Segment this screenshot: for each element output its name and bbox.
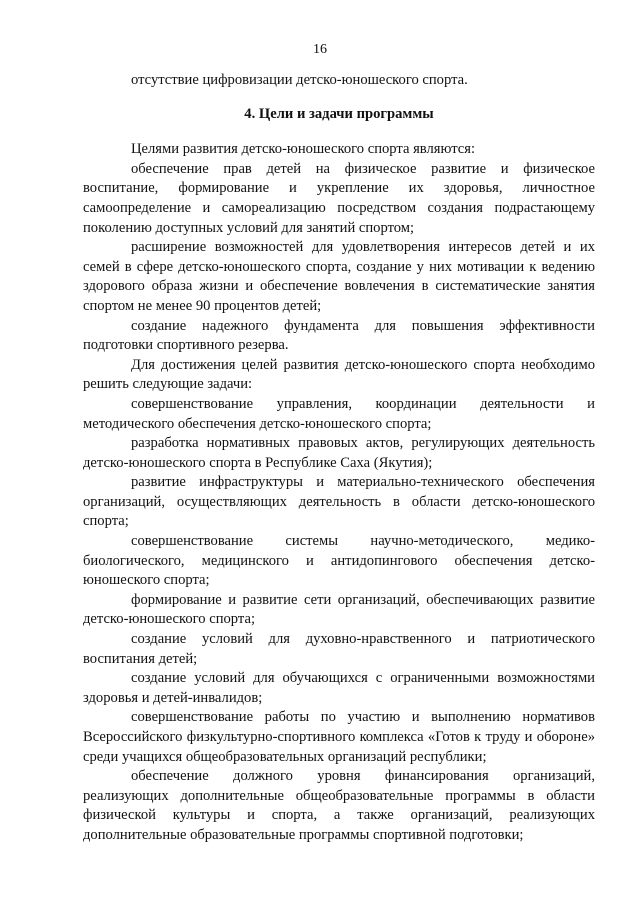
document-body — [83, 71, 595, 846]
paragraph-task-legal-acts: разработка нормативных правовых актов, регулирующих деятельность детско-юношеского спорта в Республике Саха (Якутия); — [83, 435, 595, 471]
paragraph-goal-opportunities: расширение возможностей для удовлетворения интересов детей и их семей в сфере детско-юношеского спорта, создание у них мотивации к ведению здорового образа жизни и обеспечение вовлечения в систематические занятия спортом не менее 90 процентов детей; — [83, 239, 595, 314]
page-number: 16 — [313, 42, 327, 57]
paragraph-task-network: формирование и развитие сети организаций, обеспечивающих развитие детско-юношеского спорта; — [83, 591, 595, 628]
paragraph-goals-intro: Целями развития детско-юношеского спорта являются: — [131, 141, 475, 158]
paragraph-goal-foundation: создание надежного фундамента для повышения эффективности подготовки спортивного резерва. — [83, 317, 595, 354]
paragraph-goal-rights: обеспечение прав детей на физическое развитие и физическое воспитание, формирование и укрепление их здоровья, личностное самоопределение и самореализацию посредством создания подрастающему поколению доступных условий для занятий спортом; — [83, 160, 595, 236]
section-title: 4. Цели и задачи программы — [244, 105, 434, 122]
paragraph-task-financing: обеспечение должного уровня финансирования организаций, реализующих дополнительные общеобразовательные программы в области физической культуры и спорта, а также организаций, реализующих дополнительные образовательные программы спортивной подготовки; — [83, 768, 595, 843]
paragraph-task-management: совершенствование управления, координации деятельности и методического обеспечения детско-юношеского спорта; — [83, 395, 595, 432]
paragraph-tasks-intro: Для достижения целей развития детско-юношеского спорта необходимо решить следующие задачи: — [83, 356, 595, 393]
paragraph-task-scientific-support: совершенствование системы научно-методического, медико-биологического, медицинского и антидопингового обеспечения детско-юношеского спорта; — [83, 533, 595, 589]
paragraph-task-gto: совершенствование работы по участию и выполнению нормативов Всероссийского физкультурно-спортивного комплекса «Готов к труду и обороне» среди учащихся общеобразовательных организаций республики; — [83, 709, 595, 765]
intro-line: отсутствие цифровизации детско-юношеского спорта. — [131, 72, 468, 88]
paragraph-task-disabilities: создание условий для обучающихся с ограниченными возможностями здоровья и детей-инвалидов; — [83, 670, 595, 706]
paragraph-task-infrastructure: развитие инфраструктуры и материально-технического обеспечения организаций, осуществляющих деятельность в области детско-юношеского спорта; — [83, 474, 595, 530]
paragraph-task-patriotic: создание условий для духовно-нравственного и патриотического воспитания детей; — [83, 631, 595, 667]
